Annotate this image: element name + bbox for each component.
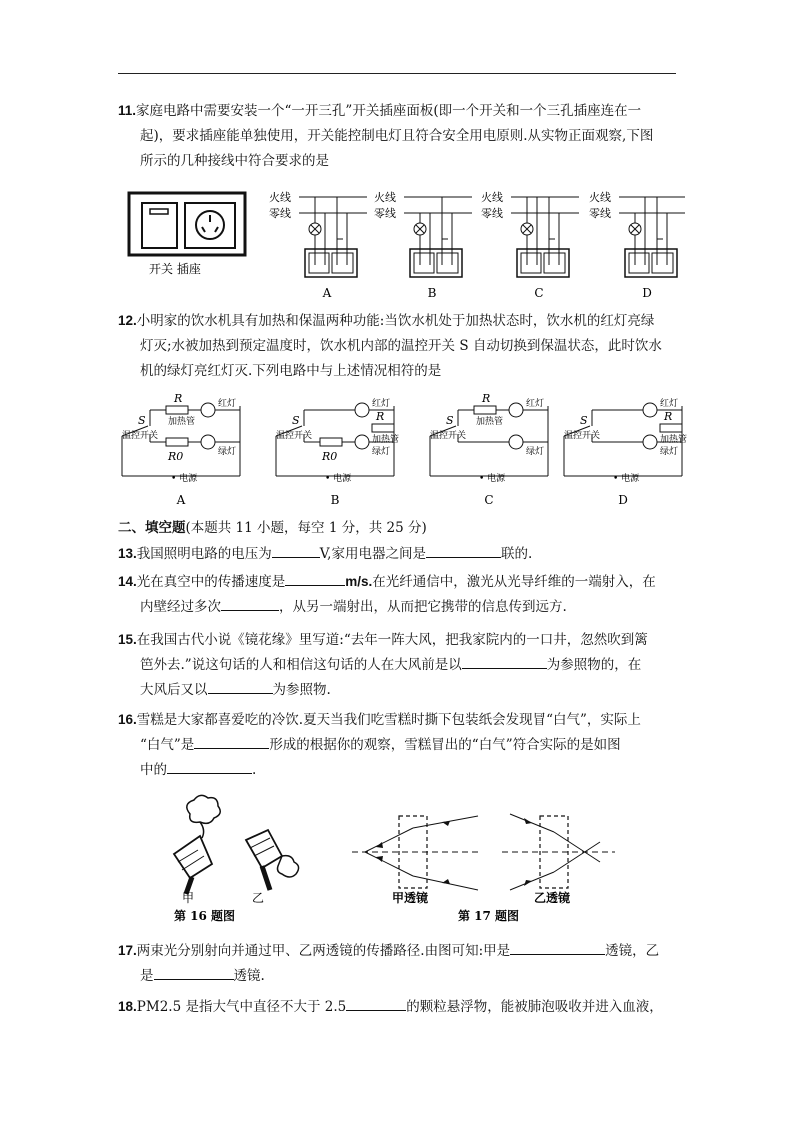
switch-s-label: S: [138, 414, 146, 427]
q12-option-A: [122, 392, 240, 507]
green-lamp-label: 绿灯: [660, 447, 679, 457]
q11-number: 11.: [118, 103, 137, 118]
label-jia: 甲: [182, 891, 195, 905]
switch-s-label: S: [580, 414, 588, 427]
live-wire-label: 火线: [269, 191, 291, 204]
section-2-heading: 二、填空题: [118, 520, 186, 535]
question-16: 16.雪糕是大家都喜爱吃的冷饮.夏天当我们吃雪糕时撕下包装纸会发现冒“白气”，实际上 “白气”是 形成的根据你的观察，雪糕冒出的“白气”符合实际的是如图 中的 .: [118, 712, 641, 778]
label-yi: 乙: [252, 891, 265, 905]
q16-blank-2[interactable]: [167, 759, 252, 774]
q12-number: 12.: [118, 313, 137, 328]
red-lamp-label: 红灯: [372, 399, 391, 409]
neutral-wire-label: 零线: [374, 207, 396, 220]
svg-text:加热管: 加热管: [168, 417, 196, 427]
q11-option-D: [589, 190, 685, 300]
lamp-icon: [355, 403, 369, 417]
option-label: A: [176, 493, 186, 507]
option-label: B: [427, 286, 437, 300]
resistor-R: [166, 406, 188, 414]
lamp-icon: [643, 435, 657, 449]
q14-blank-2[interactable]: [221, 596, 279, 611]
power-label: • 电源: [479, 474, 506, 484]
resistor-R: [660, 424, 682, 432]
live-wire-label: 火线: [374, 191, 396, 204]
option-label: D: [642, 286, 652, 300]
q11-figure: [125, 185, 685, 303]
red-lamp-label: 红灯: [660, 399, 679, 409]
green-lamp-label: 绿灯: [372, 447, 391, 457]
q12-figure: [118, 388, 688, 510]
switch-label: 温控开关: [430, 431, 467, 441]
question-11: [118, 98, 678, 174]
q12-option-B: [276, 397, 399, 507]
option-label: A: [322, 286, 332, 300]
q12-line1: 小明家的饮水机具有加热和保温两种功能:当饮水机处于加热状态时，饮水机的红灯亮绿: [136, 313, 655, 329]
question-17: 17.两束光分别射向并通过甲、乙两透镜的传播路径.由图可知:甲是 透镜，乙 是 透镜.: [118, 938, 678, 989]
section-2-note: (本题共 11 小题，每空 1 分，共 25 分): [185, 520, 427, 536]
q12-option-D: [564, 397, 687, 507]
header-rule: [118, 73, 676, 74]
resistor-R0: [320, 438, 342, 446]
resistor-R: [372, 424, 394, 432]
q15-blank-1[interactable]: [462, 654, 547, 669]
panel-label: 开关 插座: [149, 262, 201, 276]
power-label: • 电源: [613, 474, 640, 484]
fig17-caption: 第 17 题图: [458, 909, 520, 923]
lens-yi-label: 乙透镜: [534, 891, 571, 905]
question-15: 15.在我国古代小说《镜花缘》里写道:“去年一阵大风，把我家院内的一口井，忽然吹到篱 笆外去.”说这句话的人和相信这句话的人在大风前是以 为参照物的，在 大风后又以 为参照物.: [118, 632, 648, 698]
fig16-caption: 第 16 题图: [174, 909, 236, 923]
live-wire-label: 火线: [481, 191, 503, 204]
resistor-R0: [166, 438, 188, 446]
green-lamp-label: 绿灯: [218, 447, 237, 457]
ice-cream-yi-icon: [246, 830, 299, 890]
ice-cream-jia-icon: [174, 795, 220, 894]
power-label: • 电源: [171, 474, 198, 484]
lamp-icon: [643, 403, 657, 417]
question-13: 13.我国照明电路的电压为 V,家用电器之间是 联的.: [118, 541, 678, 567]
option-label: D: [618, 493, 628, 507]
q14-blank-1[interactable]: [285, 571, 345, 586]
red-lamp-label: 红灯: [218, 399, 237, 409]
live-wire-label: 火线: [589, 191, 611, 204]
svg-text:加热管: 加热管: [660, 435, 688, 445]
question-12: [118, 308, 678, 384]
svg-text:R: R: [482, 392, 491, 405]
lamp-icon: [509, 403, 523, 417]
q12-line2: 灯灭;水被加热到预定温度时，饮水机内部的温控开关 S 自动切换到保温状态，此时饮水: [140, 338, 662, 354]
switch-s-label: S: [446, 414, 454, 427]
q11-line2: 起)，要求插座能单独使用，开关能控制电灯且符合安全用电原则.从实物正面观察,下图: [140, 128, 654, 144]
neutral-wire-label: 零线: [589, 207, 611, 220]
q11-option-A: [269, 190, 367, 300]
lens-jia-label: 甲透镜: [392, 891, 429, 905]
q18-blank-1[interactable]: [346, 996, 406, 1011]
section-2-title: [118, 516, 427, 536]
switch-label: 温控开关: [276, 431, 313, 441]
svg-text:R0: R0: [168, 450, 184, 463]
q11-line1: 家庭电路中需要安装一个“一开三孔”开关插座面板(即一个开关和一个三孔插座连在一: [136, 103, 642, 119]
svg-text:R: R: [174, 392, 183, 405]
q11-option-C: [481, 190, 579, 300]
option-label: C: [484, 493, 494, 507]
q11-line3: 所示的几种接线中符合要求的是: [140, 153, 329, 169]
resistor-R: [474, 406, 496, 414]
red-lamp-label: 红灯: [526, 399, 545, 409]
q12-option-C: [430, 392, 548, 507]
option-label: B: [330, 493, 340, 507]
lamp-icon: [201, 435, 215, 449]
q15-blank-2[interactable]: [208, 679, 273, 694]
svg-text:R: R: [664, 410, 673, 423]
lamp-icon: [201, 403, 215, 417]
lens-jia-diagram: [352, 816, 478, 890]
q17-blank-2[interactable]: [154, 965, 234, 980]
switch-label: 温控开关: [122, 431, 159, 441]
switch-label: 温控开关: [564, 431, 601, 441]
green-lamp-label: 绿灯: [526, 447, 545, 457]
q13-blank-2[interactable]: [426, 543, 501, 558]
lamp-icon: [509, 435, 523, 449]
q16-blank-1[interactable]: [194, 734, 269, 749]
question-14: 14.光在真空中的传播速度是 m/s.在光纤通信中，激光从光导纤维的一端射入，在 内壁经过多次 ，从另一端射出，从而把它携带的信息传到远方.: [118, 569, 678, 620]
option-label: C: [534, 286, 544, 300]
lamp-icon: [355, 435, 369, 449]
svg-text:R0: R0: [322, 450, 338, 463]
switch-s-label: S: [292, 414, 300, 427]
lens-yi-diagram: [502, 814, 615, 890]
svg-text:R: R: [376, 410, 385, 423]
q17-blank-1[interactable]: [510, 940, 605, 955]
q11-option-B: [374, 190, 472, 300]
q12-line3: 机的绿灯亮红灯灭.下列电路中与上述情况相符的是: [140, 363, 442, 379]
fig16-17: [160, 792, 630, 927]
neutral-wire-label: 零线: [269, 207, 291, 220]
svg-text:加热管: 加热管: [476, 417, 504, 427]
question-18: 18.PM2.5 是指大气中直径不大于 2.5 的颗粒悬浮物，能被肺泡吸收并进入血液，: [118, 994, 678, 1020]
svg-text:加热管: 加热管: [372, 435, 400, 445]
power-label: • 电源: [325, 474, 352, 484]
neutral-wire-label: 零线: [481, 207, 503, 220]
q13-blank-1[interactable]: [272, 543, 320, 558]
